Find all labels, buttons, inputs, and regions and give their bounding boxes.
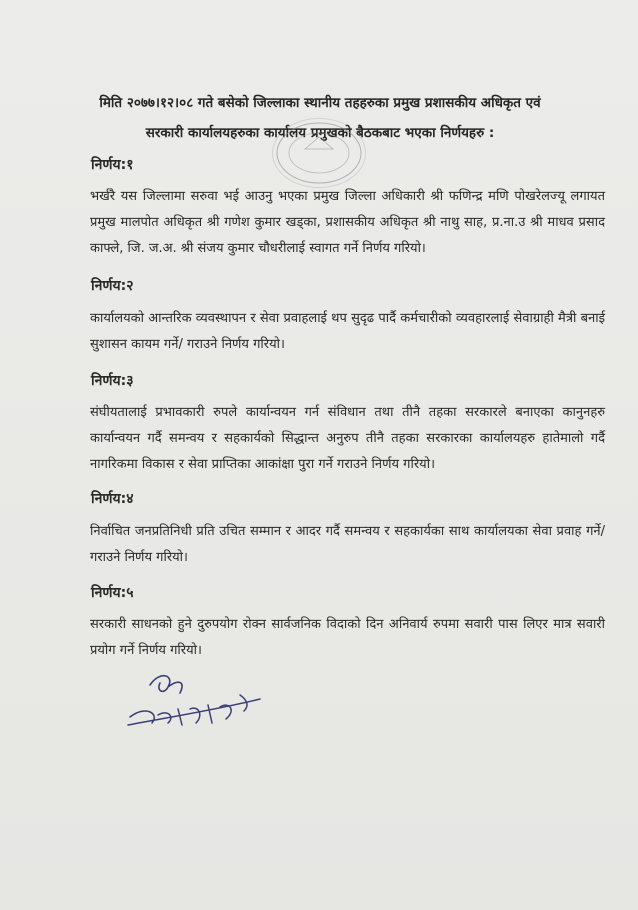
title-line-1: मिति २०७७।१२।०८ गते बसेको जिल्लाका स्थानीय तहहरुका प्रमुख प्रशासकीय अधिकृत एवं [99, 95, 541, 111]
decision-2-heading: निर्णय:२ [91, 278, 134, 294]
office-stamp-icon [272, 118, 366, 188]
decision-3-heading: निर्णय:३ [91, 373, 134, 389]
decision-3-text: संघीयतालाई प्रभावकारी रुपले कार्यान्वयन गर्न संविधान तथा तीनै तहका सरकारले बनाएका कानुनहरु कार्यान्वयन गर्दै समन्वय र सहकार्यको सिद्धान्त अनुरुप तीनै तहका सरकारका कार्यालयहरु हातेमालो गर्दै नागरिकमा विकास र सेवा प्राप्तिका आकांक्षा पुरा गर्ने गराउने निर्णय गरियो। [90, 405, 605, 472]
decision-5-heading: निर्णय:५ [91, 585, 134, 601]
decision-1-text: भर्खरै यस जिल्लामा सरुवा भई आउनु भएका प्रमुख जिल्ला अधिकारी श्री फणिन्द्र मणि पोखरेलज्यू लगायत प्रमुख मालपोत अधिकृत श्री गणेश कुमार खड्का, प्रशासकीय अधिकृत श्री नाथु साह, प्र.ना.उ श्री माधव प्रसाद काफ्ले, जि. ज.अ. श्री संजय कुमार चौधरीलाई स्वागत गर्ने निर्णय गरियो। [90, 189, 605, 256]
decision-4-text: निर्वाचित जनप्रतिनिधी प्रति उचित सम्मान र आदर गर्दै समन्वय र सहकार्यका साथ कार्यालयका सेवा प्रवाह गर्ने/गराउने निर्णय गरियो। [90, 524, 605, 565]
decision-1-heading: निर्णय:१ [91, 157, 134, 173]
decision-2-text: कार्यालयको आन्तरिक व्यवस्थापन र सेवा प्रवाहलाई थप सुदृढ पार्दै कर्मचारीको व्यवहारलाई सेवाग्राही मैत्री बनाई सुशासन कायम गर्ने/ गराउने निर्णय गरियो। [90, 311, 605, 352]
title-line-2: सरकारी कार्यालयहरुका कार्यालय प्रमुखको बैठकबाट भएका निर्णयहरु : [145, 125, 495, 141]
decision-5-text: सरकारी साधनको हुने दुरुपयोग रोक्न सार्वजनिक विदाको दिन अनिवार्य रुपमा सवारी पास लिएर मात्र सवारी प्रयोग गर्ने निर्णय गरियो। [90, 617, 605, 658]
decision-4-heading: निर्णय:४ [91, 491, 134, 507]
handwritten-signature [120, 665, 270, 745]
